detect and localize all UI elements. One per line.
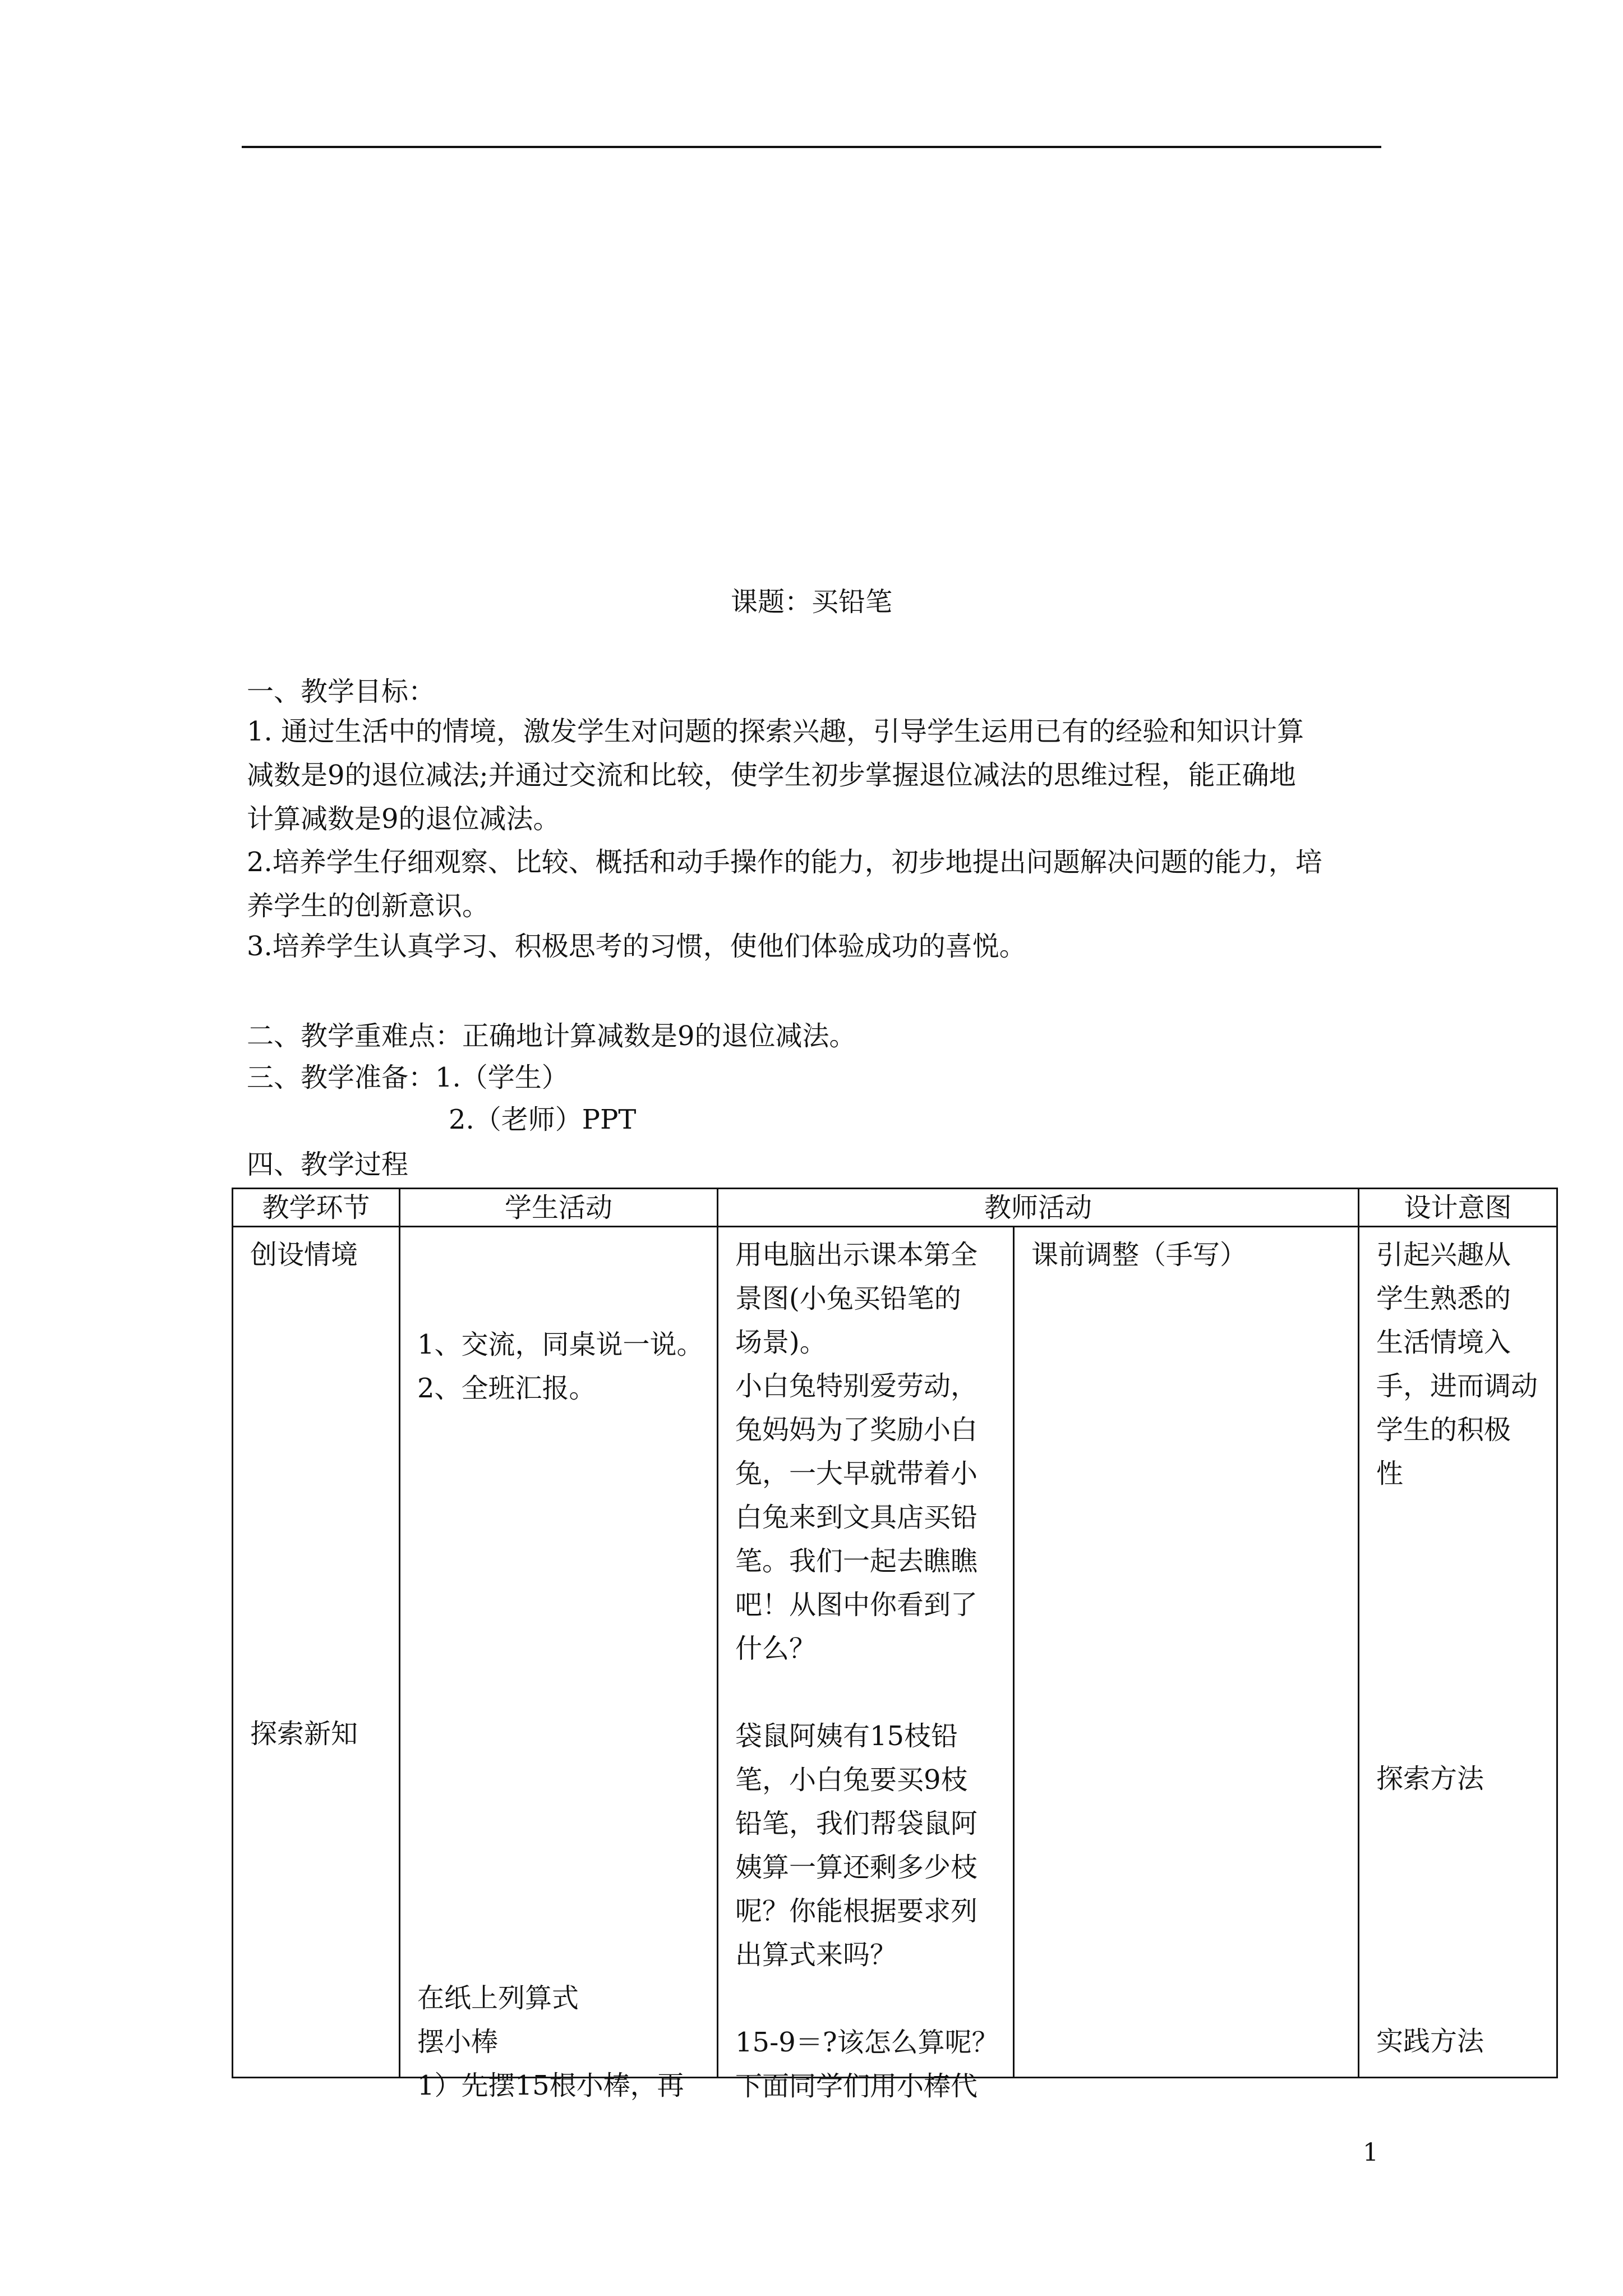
teacher-activity-line: 兔，一大早就带着小 — [735, 1458, 978, 1489]
teacher-activity-line: 铅笔，我们帮袋鼠阿 — [735, 1808, 978, 1839]
student-activity-line: 摆小棒 — [417, 2026, 499, 2058]
key-points: 二、教学重难点：正确地计算减数是9的退位减法。 — [247, 1020, 856, 1052]
design-intent-line: 引起兴趣从 — [1376, 1239, 1511, 1271]
objective-1-line: 减数是9的退位减法;并通过交流和比较，使学生初步掌握退位减法的思维过程，能正确地 — [247, 760, 1296, 791]
student-activity-line: 2、全班汇报。 — [417, 1373, 596, 1404]
design-intent-line: 探索方法 — [1376, 1763, 1484, 1795]
objective-1-line: 1. 通过生活中的情境，激发学生对问题的探索兴趣，引导学生运用已有的经验和知识计算 — [247, 716, 1304, 747]
table-header-row — [233, 1189, 1557, 1227]
teacher-activity-line: 呢？你能根据要求列 — [735, 1895, 978, 1927]
table-body-row — [233, 1227, 1557, 2078]
preparation-line-1: 三、教学准备：1.（学生） — [247, 1062, 569, 1093]
student-activity-block — [417, 1323, 704, 1410]
teacher-activity-line: 景图(小兔买铅笔的 — [735, 1283, 961, 1314]
objective-3: 3.培养学生认真学习、积极思考的习惯，使他们体验成功的喜悦。 — [247, 931, 1026, 962]
teacher-activity-line: 小白兔特别爱劳动， — [735, 1370, 978, 1402]
objectives-heading: 一、教学目标： — [247, 676, 436, 707]
design-intent-line: 手，进而调动 — [1376, 1370, 1538, 1402]
teacher-activity-line: 场景)。 — [735, 1327, 827, 1358]
objective-2-line: 2.培养学生仔细观察、比较、概括和动手操作的能力，初步地提出问题解决问题的能力，培 — [247, 846, 1322, 878]
header-rule — [242, 146, 1381, 148]
teacher-activity-line: 下面同学们用小棒代 — [735, 2070, 978, 2102]
teacher-activity-line: 吧！从图中你看到了 — [735, 1589, 978, 1621]
stage-label: 探索新知 — [250, 1718, 358, 1750]
objective-2 — [247, 840, 1391, 928]
stage-cell — [233, 1227, 400, 2078]
teacher-activity-line: 15-9＝?该怎么算呢？ — [735, 2027, 999, 2058]
preparation-line-2: 2.（老师）PPT — [449, 1104, 637, 1135]
teacher-activity-line: 用电脑出示课本第全 — [735, 1239, 978, 1271]
design-intent-line: 生活情境入 — [1376, 1327, 1511, 1358]
teacher-activity-line: 姨算一算还剩多少枝 — [735, 1852, 978, 1883]
design-intent-line: 学生熟悉的 — [1376, 1283, 1511, 1314]
objective-2-line: 养学生的创新意识。 — [247, 890, 490, 922]
adjustment-cell — [1014, 1227, 1359, 2078]
header-stage: 教学环节 — [233, 1189, 400, 1227]
objective-1 — [247, 710, 1391, 841]
teacher-activity-line — [735, 1671, 999, 1714]
design-intent-line: 性 — [1376, 1458, 1404, 1489]
teacher-activity-line: 袋鼠阿姨有15枝铅 — [735, 1720, 958, 1752]
design-intent-cell — [1359, 1227, 1557, 2078]
page-number: 1 — [1363, 2138, 1378, 2167]
student-activity-block — [417, 1976, 684, 2108]
objective-1-line: 计算减数是9的退位减法。 — [247, 803, 560, 835]
teaching-process-table — [232, 1188, 1558, 2102]
teacher-activity-line: 什么？ — [735, 1633, 817, 1664]
student-activity-line: 1）先摆15根小棒，再 — [417, 2070, 684, 2101]
header-student: 学生活动 — [400, 1189, 718, 1227]
teacher-activity-line: 笔，小白兔要买9枝 — [735, 1764, 968, 1796]
student-activity-line: 1、交流，同桌说一说。 — [417, 1329, 704, 1360]
student-activity-line: 在纸上列算式 — [417, 1982, 579, 2014]
teacher-activity-line — [735, 1977, 999, 2021]
teacher-activity-cell — [718, 1227, 1014, 2102]
teacher-activity-line: 出算式来吗？ — [735, 1939, 897, 1971]
stage-label: 创设情境 — [250, 1239, 358, 1271]
teacher-activity-block — [735, 1233, 999, 2108]
page-title: 课题：买铅笔 — [730, 586, 892, 618]
adjustment-note: 课前调整（手写） — [1031, 1239, 1247, 1271]
design-intent-line: 学生的积极 — [1376, 1414, 1511, 1446]
process-heading: 四、教学过程 — [247, 1149, 409, 1180]
header-teacher: 教师活动 — [718, 1189, 1359, 1227]
student-activity-cell — [400, 1227, 718, 2101]
header-intent: 设计意图 — [1359, 1189, 1557, 1227]
teacher-activity-line: 白兔来到文具店买铅 — [735, 1502, 978, 1533]
design-intent-line: 实践方法 — [1376, 2026, 1484, 2057]
teacher-activity-line: 笔。我们一起去瞧瞧 — [735, 1545, 978, 1577]
design-intent-block — [1376, 1233, 1538, 1496]
teacher-activity-line: 兔妈妈为了奖励小白 — [735, 1414, 978, 1446]
